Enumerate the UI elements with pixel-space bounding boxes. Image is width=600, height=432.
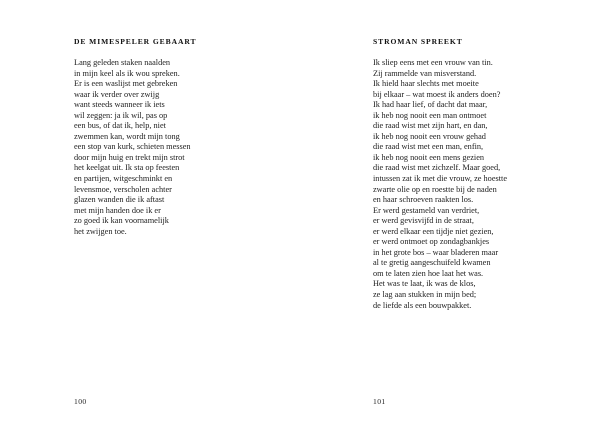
right-page xyxy=(300,0,600,432)
poem-line: ik heb nog nooit een vrouw gehad xyxy=(373,131,486,141)
poem-line: Zij rammelde van misverstand. xyxy=(373,68,477,78)
poem-line: Ik had haar lief, of dacht dat maar, xyxy=(373,100,488,110)
poem-line: Er werd gestameld van verdriet, xyxy=(373,205,480,215)
poem-line: levensmoe, verscholen achter xyxy=(74,184,172,194)
poem-line: de liefde als een bouwpakket. xyxy=(373,300,472,310)
poem-line: Ik sliep eens met een vrouw van tin. xyxy=(373,58,493,67)
poem-line: in het grote bos – waar bladeren maar xyxy=(373,247,499,257)
poem-line: ik heb nog nooit een man ontmoet xyxy=(373,110,487,120)
poem-line: want steeds wanneer ik iets xyxy=(74,100,165,110)
poem-line: al te gretig aangeschuifeld kwamen xyxy=(373,258,491,268)
poem-line: ze lag aan stukken in mijn bed; xyxy=(373,290,477,300)
poem-line: Het was te laat, ik was de klos, xyxy=(373,279,476,289)
page-number-left: 100 xyxy=(74,397,87,406)
page-number-right: 101 xyxy=(373,397,386,406)
poem-line: er werd ontmoet op zondagbankjes xyxy=(373,237,490,247)
poem-title-right: STROMAN SPREEKT xyxy=(373,37,463,46)
poem-line: er werd elkaar een tijdje niet gezien, xyxy=(373,226,494,236)
poem-line: intussen zat ik met die vrouw, ze hoestte xyxy=(373,174,508,184)
poem-line: er werd gevisvijfd in de straat, xyxy=(373,216,474,226)
poem-body-left xyxy=(74,58,191,237)
poem-body-right xyxy=(373,58,507,311)
poem-line: Lang geleden staken naalden xyxy=(74,58,171,67)
poem-line: waar ik verder over zwijg xyxy=(74,89,160,99)
poem-line: zwarte olie op en roestte bij de naden xyxy=(373,184,497,194)
poem-line: Ik hield haar slechts met moeite xyxy=(373,79,479,89)
poem-line: wil zeggen: ja ik wil, pas op xyxy=(74,110,168,120)
poem-line: om te laten zien hoe laat het was. xyxy=(373,268,484,278)
poem-line: die raad wist met zijn hart, en dan, xyxy=(373,121,488,131)
poem-line: Er is een waslijst met gebreken xyxy=(74,79,178,89)
poem-line: die raad wist met een man, enfin, xyxy=(373,142,484,152)
poem-title-left: DE MIMESPELER GEBAART xyxy=(74,37,197,46)
poem-line: door mijn huig en trekt mijn strot xyxy=(74,152,185,162)
poem-line: en haar schroeven raakten los. xyxy=(373,195,474,205)
poem-line: bij elkaar – wat moest ik anders doen? xyxy=(373,89,501,99)
poem-line: zwemmen kan, wordt mijn tong xyxy=(74,131,180,141)
poem-line: zo goed ik kan voornamelijk xyxy=(74,216,169,226)
poem-line: het zwijgen toe. xyxy=(74,226,127,236)
poem-line: die raad wist met zichzelf. Maar goed, xyxy=(373,163,501,173)
poem-line: in mijn keel als ik wou spreken. xyxy=(74,68,180,78)
poem-line: glazen wanden die ik aftast xyxy=(74,195,165,205)
poem-line: en partijen, witgeschminkt en xyxy=(74,174,173,184)
poem-line: ik heb nog nooit een mens gezien xyxy=(373,152,485,162)
poem-line: een bus, of dat ik, help, niet xyxy=(74,121,166,131)
poem-line: het keelgat uit. Ik sta op feesten xyxy=(74,163,180,173)
poem-line: met mijn handen doe ik er xyxy=(74,205,161,215)
poem-line: een stop van kurk, schieten messen xyxy=(74,142,191,152)
